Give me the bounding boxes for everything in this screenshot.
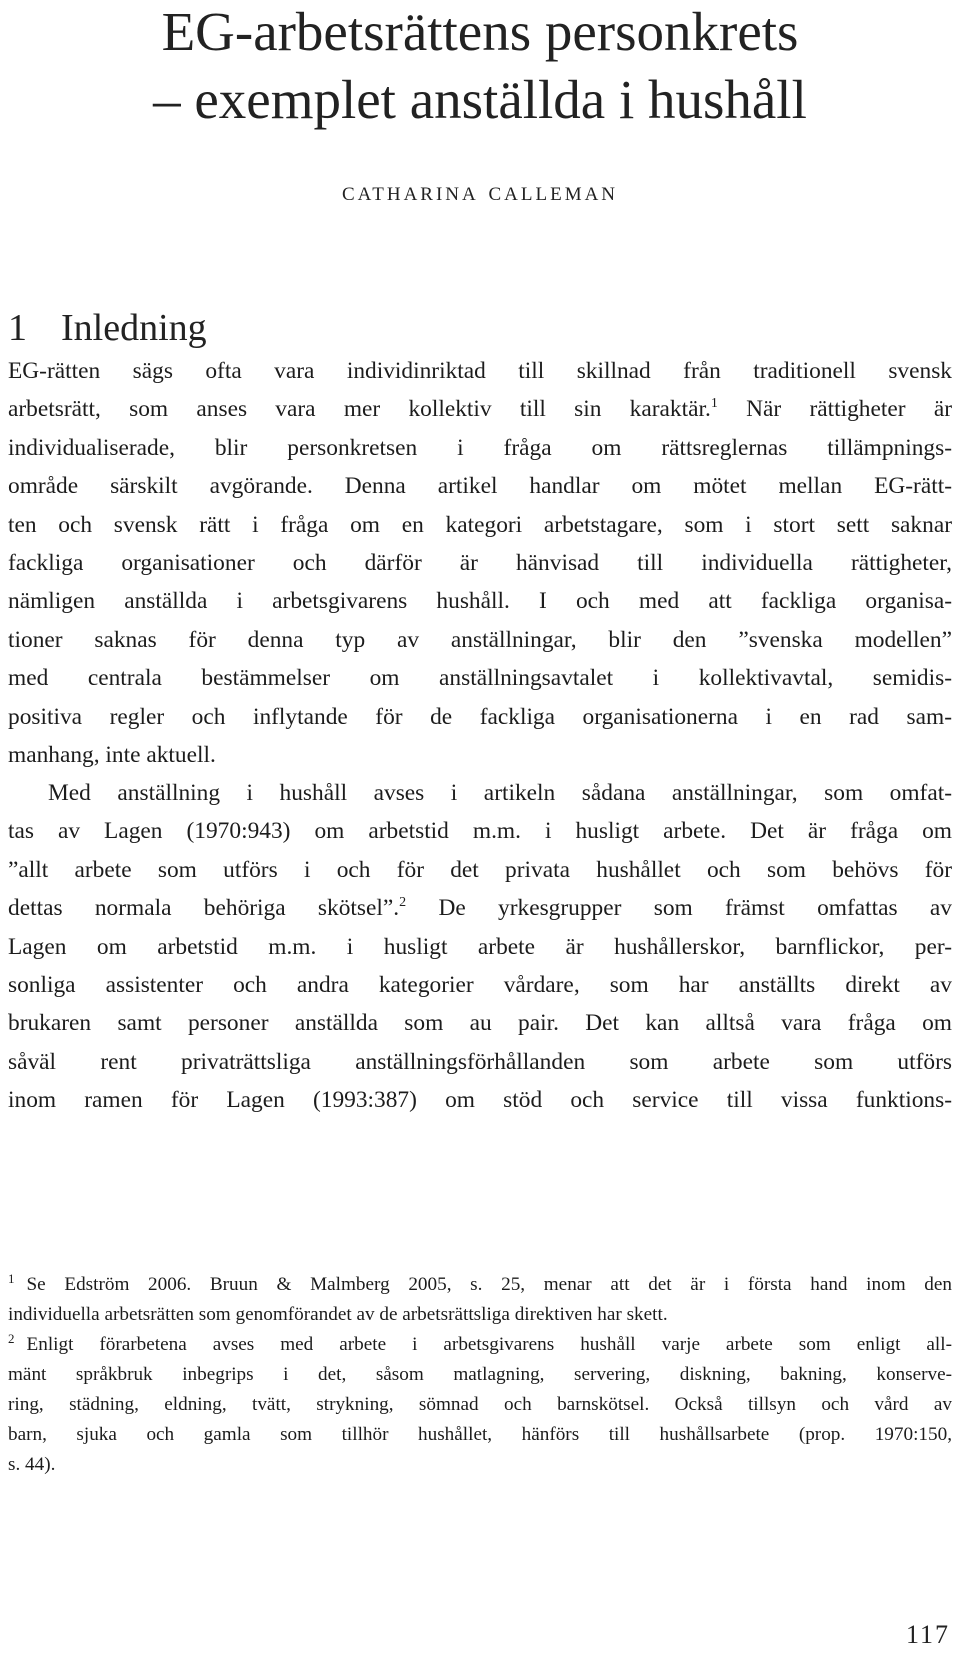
paragraph-1	[8, 352, 952, 774]
text-line: positiva regler och inflytande för de fackliga organisationerna i en rad sam-	[8, 703, 952, 730]
footnotes	[8, 1270, 952, 1480]
text-line: fackliga organisationer och därför är hänvisad till individuella rättigheter,	[8, 549, 952, 576]
text-segment: När rättigheter är	[717, 396, 952, 423]
text-line: tas av Lagen (1970:943) om arbetstid m.m. i husligt arbete. Det är fråga om	[8, 818, 952, 845]
footnote-1-line: individuella arbetsrätten som genomförandet av de arbetsrättsliga direktiven har skett.	[8, 1304, 668, 1325]
text-line	[8, 390, 952, 428]
footnote-ref-1[interactable]: 1	[710, 396, 718, 412]
footnote-1-mark: 1	[8, 1270, 15, 1286]
page-number: 117	[905, 1620, 950, 1649]
section-heading	[8, 306, 207, 350]
text-line: manhang, inte aktuell.	[8, 741, 216, 768]
footnote-1-line	[8, 1270, 952, 1300]
text-segment: Enligt förarbetena avses med arbete i arbetsgivarens hushåll varje arbete som enligt all-	[26, 1334, 952, 1355]
article-title-line-2: – exemplet anställda i hushåll	[153, 69, 807, 130]
text-line	[8, 889, 952, 927]
section-number: 1	[8, 307, 27, 349]
text-line: sonliga assistenter och andra kategorier vårdare, som har anställts direkt av	[8, 971, 952, 998]
text-line: område särskilt avgörande. Denna artikel handlar om mötet mellan EG-rätt-	[8, 473, 952, 500]
text-line: inom ramen för Lagen (1993:387) om stöd och service till vissa funktions-	[8, 1087, 952, 1114]
footnote-2-line: s. 44).	[8, 1454, 56, 1475]
footnote-2-line: mänt språkbruk inbegrips i det, såsom matlagning, servering, diskning, bakning, konserve-	[8, 1364, 952, 1385]
text-line: nämligen anställda i arbetsgivarens hushåll. I och med att fackliga organisa-	[8, 588, 952, 615]
text-line: brukaren samt personer anställda som au pair. Det kan alltså vara fråga om	[8, 1010, 952, 1037]
text-line: EG-rätten sägs ofta vara individinriktad till skillnad från traditionell svensk	[8, 358, 952, 384]
text-segment: Se Edström 2006. Bruun & Malmberg 2005, s. 25, menar att det är i första hand inom den	[26, 1274, 952, 1295]
text-line: såväl rent privaträttsliga anställningsförhållanden som arbete som utförs	[8, 1048, 952, 1075]
footnote-ref-2[interactable]: 2	[399, 895, 407, 911]
section-title: Inledning	[61, 307, 207, 349]
footnote-2-mark: 2	[8, 1330, 15, 1346]
text-segment: De yrkesgrupper som främst omfattas av	[406, 895, 952, 922]
text-line: ”allt arbete som utförs i och för det privata hushållet och som behövs för	[8, 856, 952, 883]
text-segment: dettas normala behöriga skötsel”.	[8, 895, 400, 922]
text-line: tioner saknas för denna typ av anställningar, blir den ”svenska modellen”	[8, 626, 952, 653]
text-line: Med anställning i hushåll avses i artikeln sådana anställningar, som omfat-	[48, 780, 952, 806]
footnote-2-line: ring, städning, eldning, tvätt, strykning, sömnad och barnskötsel. Också tillsyn och vård av	[8, 1394, 952, 1415]
text-segment: arbetsrätt, som anses vara mer kollektiv till sin karaktär.	[8, 396, 711, 423]
article-title-line-1: EG-arbetsrättens personkrets	[161, 1, 799, 62]
text-line: ten och svensk rätt i fråga om en kategori arbetstagare, som i stort sett saknar	[8, 511, 952, 538]
footnote-2-line	[8, 1330, 952, 1360]
author-name: catharina calleman	[341, 176, 619, 206]
paragraph-2	[8, 774, 952, 1120]
text-line: individualiserade, blir personkretsen i fråga om rättsreglernas tillämpnings-	[8, 434, 952, 461]
text-line: med centrala bestämmelser om anställningsavtalet i kollektivavtal, semidis-	[8, 665, 952, 692]
text-line: Lagen om arbetstid m.m. i husligt arbete är hushållerskor, barnflickor, per-	[8, 933, 952, 960]
footnote-2-line: barn, sjuka och gamla som tillhör hushållet, hänförs till hushållsarbete (prop. 1970:150,	[8, 1424, 952, 1445]
